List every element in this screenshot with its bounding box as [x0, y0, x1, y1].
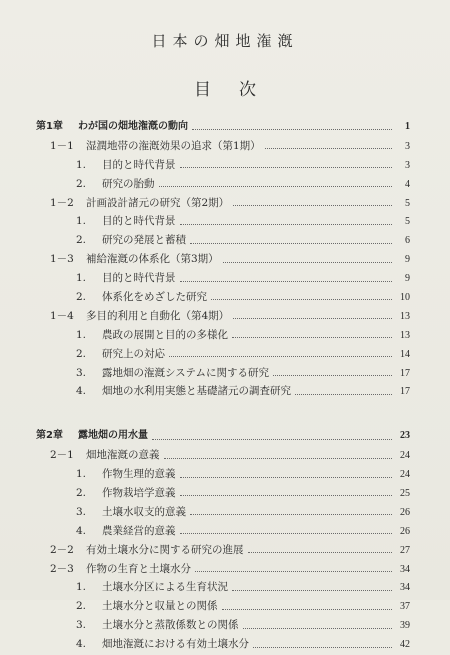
toc-entry-page: 24 — [400, 469, 410, 481]
toc-entry-page: 25 — [400, 488, 410, 500]
toc-section-entry — [36, 560, 410, 579]
dot-leader — [192, 128, 392, 130]
toc-entry-number: 1. — [76, 215, 87, 228]
toc-entry-number: 4. — [76, 385, 87, 398]
dot-leader — [180, 280, 393, 282]
toc-entry-page: 10 — [400, 292, 410, 304]
toc-entry-page: 17 — [400, 386, 410, 398]
toc-item-entry — [36, 231, 410, 250]
dot-leader — [180, 223, 393, 225]
toc-entry-number: 2－2 — [50, 543, 74, 556]
toc-entry-page: 3 — [405, 159, 410, 171]
toc-section-entry — [36, 541, 410, 560]
dot-leader — [180, 494, 393, 496]
toc-entry-number: 1. — [76, 272, 87, 285]
dot-leader — [295, 393, 392, 395]
toc-entry-title: 研究の発展と蓄積 — [102, 234, 186, 247]
toc-item-entry — [36, 522, 410, 541]
dot-leader — [273, 374, 392, 376]
toc-entry-number: 4. — [76, 524, 87, 537]
dot-leader — [180, 532, 393, 534]
dot-leader — [159, 185, 393, 187]
dot-leader — [233, 317, 392, 319]
toc-item-entry — [36, 326, 410, 345]
dot-leader — [190, 242, 392, 244]
toc-entry-page: 37 — [400, 601, 410, 613]
toc-item-entry — [36, 616, 410, 635]
toc-entry-page: 27 — [400, 544, 410, 556]
dot-leader — [232, 589, 392, 591]
toc-entry-page: 9 — [405, 273, 410, 285]
toc-entry-page: 5 — [405, 197, 410, 209]
toc-entry-title: 土壌水分と収量との関係 — [102, 600, 218, 613]
toc-entry-number: 1－4 — [50, 309, 74, 322]
toc-entry-page: 1 — [405, 121, 410, 132]
toc-entry-title: 湿潤地帯の潅漑効果の追求（第1期） — [86, 139, 261, 152]
toc-item-entry — [36, 597, 410, 616]
toc-entry-title: 露地畑の潅漑システムに関する研究 — [102, 366, 269, 379]
dot-leader — [169, 355, 392, 357]
toc-entry-title: 目的と時代背景 — [102, 215, 176, 228]
dot-leader — [253, 646, 392, 648]
toc-entry-number: 3. — [76, 619, 87, 632]
toc-entry-page: 13 — [400, 329, 410, 341]
toc-section-entry — [36, 446, 410, 465]
toc-entry-title: 多目的利用と自動化（第4期） — [86, 309, 230, 322]
toc-entry-title: 目的と時代背景 — [102, 158, 176, 171]
toc-entry-number: 1. — [76, 468, 87, 481]
toc-entry-title: 土壌水収支的意義 — [102, 505, 186, 518]
toc-entry-page: 26 — [400, 506, 410, 518]
toc-chapter-entry — [36, 427, 410, 446]
toc-heading: 目次 — [194, 80, 284, 100]
toc-entry-page: 3 — [405, 140, 410, 152]
dot-leader — [152, 438, 392, 440]
dot-leader — [223, 261, 392, 263]
toc-entry-title: 畑地潅漑における有効土壌水分 — [102, 638, 249, 651]
dot-leader — [233, 204, 392, 206]
toc-item-entry — [36, 345, 410, 364]
toc-entry-page: 24 — [400, 450, 410, 462]
dot-leader — [222, 608, 393, 610]
toc-entry-title: 体系化をめざした研究 — [102, 291, 207, 304]
toc-entry-number: 1－1 — [50, 139, 74, 152]
toc-entry-title: 目的と時代背景 — [102, 272, 176, 285]
toc-item-entry — [36, 156, 410, 175]
toc-entry-page: 23 — [400, 430, 410, 442]
toc-entry-page: 34 — [400, 582, 410, 594]
toc-entry-number: 2. — [76, 487, 87, 500]
dot-leader — [232, 336, 392, 338]
book-title: 日本の畑地潅漑 — [151, 32, 299, 50]
dot-leader — [248, 551, 393, 553]
toc-gap — [36, 401, 410, 427]
toc-entry-page: 26 — [400, 525, 410, 537]
toc-section-entry — [36, 307, 410, 326]
toc-item-entry — [36, 175, 410, 194]
toc-entry-number: 1. — [76, 581, 87, 594]
toc-entry-page: 4 — [405, 178, 410, 190]
toc-entry-page: 14 — [400, 348, 410, 360]
toc-entry-number: 1. — [76, 158, 87, 171]
toc-entry-title: 農政の展開と目的の多様化 — [102, 328, 228, 341]
toc-item-entry — [36, 288, 410, 307]
toc-entry-page: 9 — [405, 254, 410, 266]
toc-entry-number: 1－3 — [50, 253, 74, 266]
toc-entry-number: 2－1 — [50, 449, 74, 462]
toc-entry-title: 作物の生育と土壌水分 — [86, 562, 191, 575]
toc-entry-title: 農業経営的意義 — [102, 524, 176, 537]
toc-entry-number: 2. — [76, 600, 87, 613]
toc-entry-title: 露地畑の用水量 — [78, 430, 148, 442]
toc-entry-number: 3. — [76, 505, 87, 518]
toc-item-entry — [36, 364, 410, 383]
toc-entry-number: 4. — [76, 638, 87, 651]
toc-item-entry — [36, 578, 410, 597]
toc-entry-number: 2－3 — [50, 562, 74, 575]
toc-item-entry — [36, 484, 410, 503]
dot-leader — [164, 457, 393, 459]
dot-leader — [180, 166, 393, 168]
toc-item-entry — [36, 269, 410, 288]
toc-entry-page: 13 — [400, 310, 410, 322]
toc-item-entry — [36, 635, 410, 654]
toc-entry-title: 作物生理的意義 — [102, 468, 176, 481]
toc-section-entry — [36, 137, 410, 156]
toc-entry-number: 第1章 — [36, 121, 63, 132]
table-of-contents — [36, 118, 410, 654]
toc-entry-number: 2. — [76, 347, 87, 360]
toc-entry-number: 2. — [76, 291, 87, 304]
toc-entry-page: 17 — [400, 367, 410, 379]
toc-entry-title: 研究上の対応 — [102, 347, 165, 360]
toc-entry-number: 2. — [76, 234, 87, 247]
toc-item-entry — [36, 212, 410, 231]
toc-entry-title: 研究の胎動 — [102, 177, 155, 190]
dot-leader — [265, 147, 392, 149]
toc-entry-page: 39 — [400, 620, 410, 632]
toc-entry-title: わが国の畑地潅漑の動向 — [78, 121, 188, 132]
dot-leader — [211, 298, 392, 300]
toc-item-entry — [36, 503, 410, 522]
toc-entry-title: 有効土壌水分に関する研究の進展 — [86, 543, 244, 556]
toc-entry-title: 土壌水分区による生育状況 — [102, 581, 228, 594]
toc-entry-title: 畑地の水利用実態と基礎諸元の調査研究 — [102, 385, 291, 398]
dot-leader — [243, 627, 393, 629]
toc-section-entry — [36, 194, 410, 213]
toc-item-entry — [36, 465, 410, 484]
toc-entry-number: 第2章 — [36, 430, 63, 442]
dot-leader — [190, 513, 392, 515]
dot-leader — [195, 570, 392, 572]
toc-entry-title: 計画設計諸元の研究（第2期） — [86, 196, 230, 209]
toc-entry-title: 作物栽培学意義 — [102, 487, 176, 500]
dot-leader — [180, 476, 393, 478]
toc-chapter-entry — [36, 118, 410, 137]
toc-entry-page: 34 — [400, 563, 410, 575]
toc-entry-title: 補給潅漑の体系化（第3期） — [86, 253, 219, 266]
toc-entry-number: 3. — [76, 366, 87, 379]
toc-entry-page: 5 — [405, 216, 410, 228]
toc-entry-number: 2. — [76, 177, 87, 190]
toc-item-entry — [36, 382, 410, 401]
toc-entry-title: 土壌水分と蒸散係数との関係 — [102, 619, 239, 632]
toc-entry-page: 42 — [400, 639, 410, 651]
toc-entry-page: 6 — [405, 235, 410, 247]
toc-entry-title: 畑地潅漑の意義 — [86, 449, 160, 462]
toc-entry-number: 1. — [76, 328, 87, 341]
toc-section-entry — [36, 250, 410, 269]
toc-entry-number: 1－2 — [50, 196, 74, 209]
